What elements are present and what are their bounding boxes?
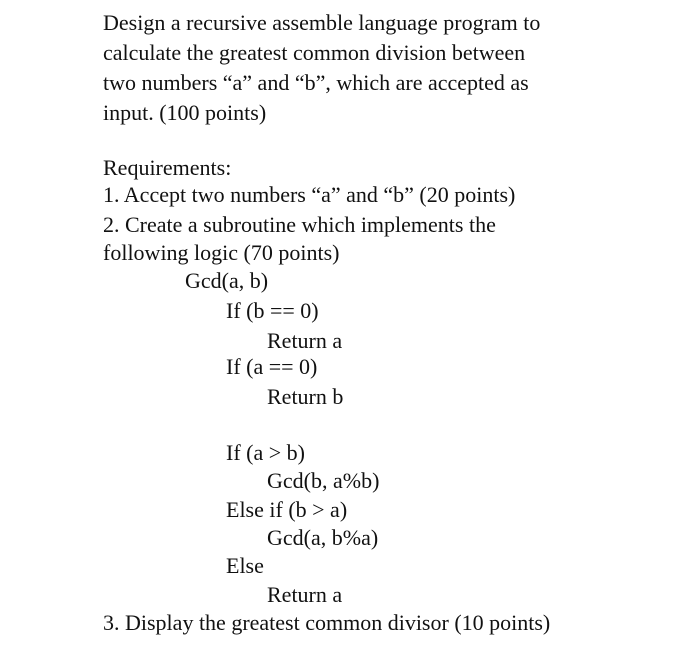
pseudocode-return-a-2: Return a (267, 582, 343, 607)
pseudocode-call-gcd-b-amodb: Gcd(b, a%b) (267, 468, 380, 493)
intro-line-3: two numbers “a” and “b”, which are accepted as (103, 70, 529, 95)
intro-line-1: Design a recursive assemble language program to (103, 10, 541, 35)
pseudocode-return-a-1: Return a (267, 328, 343, 353)
pseudocode-if-a-zero: If (a == 0) (226, 354, 318, 379)
requirement-item-2-line-2: following logic (70 points) (103, 240, 340, 265)
requirements-heading: Requirements: (103, 155, 232, 180)
requirement-item-1: 1. Accept two numbers “a” and “b” (20 points) (103, 182, 516, 207)
intro-line-2: calculate the greatest common division between (103, 40, 526, 65)
pseudocode-call-gcd-a-bmoda: Gcd(a, b%a) (267, 525, 379, 550)
requirement-item-3: 3. Display the greatest common divisor (10 points) (103, 610, 551, 635)
requirement-item-2-line-1: 2. Create a subroutine which implements the (103, 212, 496, 237)
intro-line-4: input. (100 points) (103, 100, 267, 125)
pseudocode-else-if-b-gt-a: Else if (b > a) (226, 497, 348, 522)
pseudocode-if-a-gt-b: If (a > b) (226, 440, 305, 465)
pseudocode-return-b: Return b (267, 384, 344, 409)
pseudocode-if-b-zero: If (b == 0) (226, 298, 319, 323)
pseudocode-signature: Gcd(a, b) (185, 268, 269, 293)
pseudocode-else: Else (226, 553, 264, 578)
